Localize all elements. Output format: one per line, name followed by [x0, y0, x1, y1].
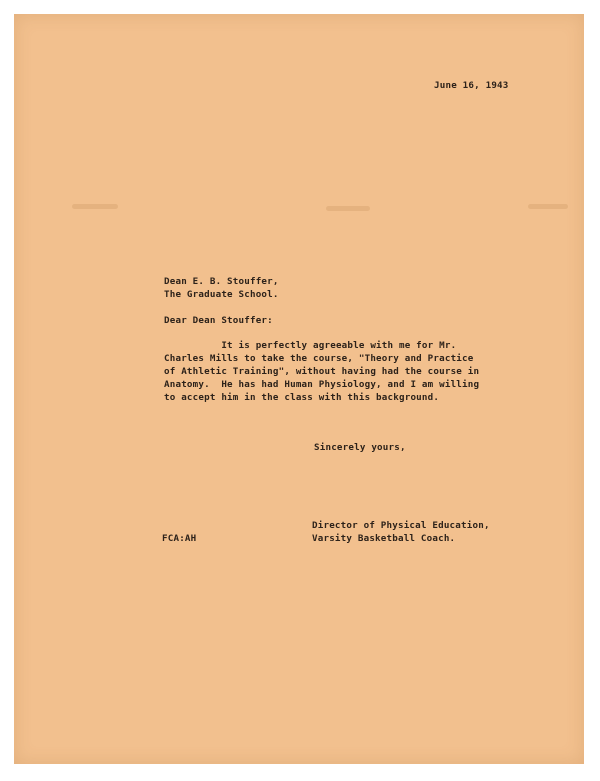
body-line: of Athletic Training", without having had the course in [164, 366, 480, 377]
faint-mark-left [72, 204, 118, 209]
faint-mark-right [528, 204, 568, 209]
recipient-department: The Graduate School. [164, 289, 279, 300]
recipient-name: Dean E. B. Stouffer, [164, 276, 279, 287]
body-line: Charles Mills to take the course, "Theory and Practice [164, 353, 474, 364]
signature-title-2: Varsity Basketball Coach. [312, 533, 456, 544]
letter-page [14, 14, 584, 764]
letter-date: June 16, 1943 [434, 80, 509, 91]
body-line: to accept him in the class with this background. [164, 392, 440, 403]
body-line: Anatomy. He has had Human Physiology, and I am willing [164, 379, 480, 390]
faint-mark-center [326, 206, 370, 211]
closing: Sincerely yours, [314, 442, 406, 453]
reference-initials: FCA:AH [162, 533, 197, 544]
body-line: It is perfectly agreeable with me for Mr. [164, 340, 457, 351]
salutation: Dear Dean Stouffer: [164, 315, 273, 326]
signature-title-1: Director of Physical Education, [312, 520, 490, 531]
